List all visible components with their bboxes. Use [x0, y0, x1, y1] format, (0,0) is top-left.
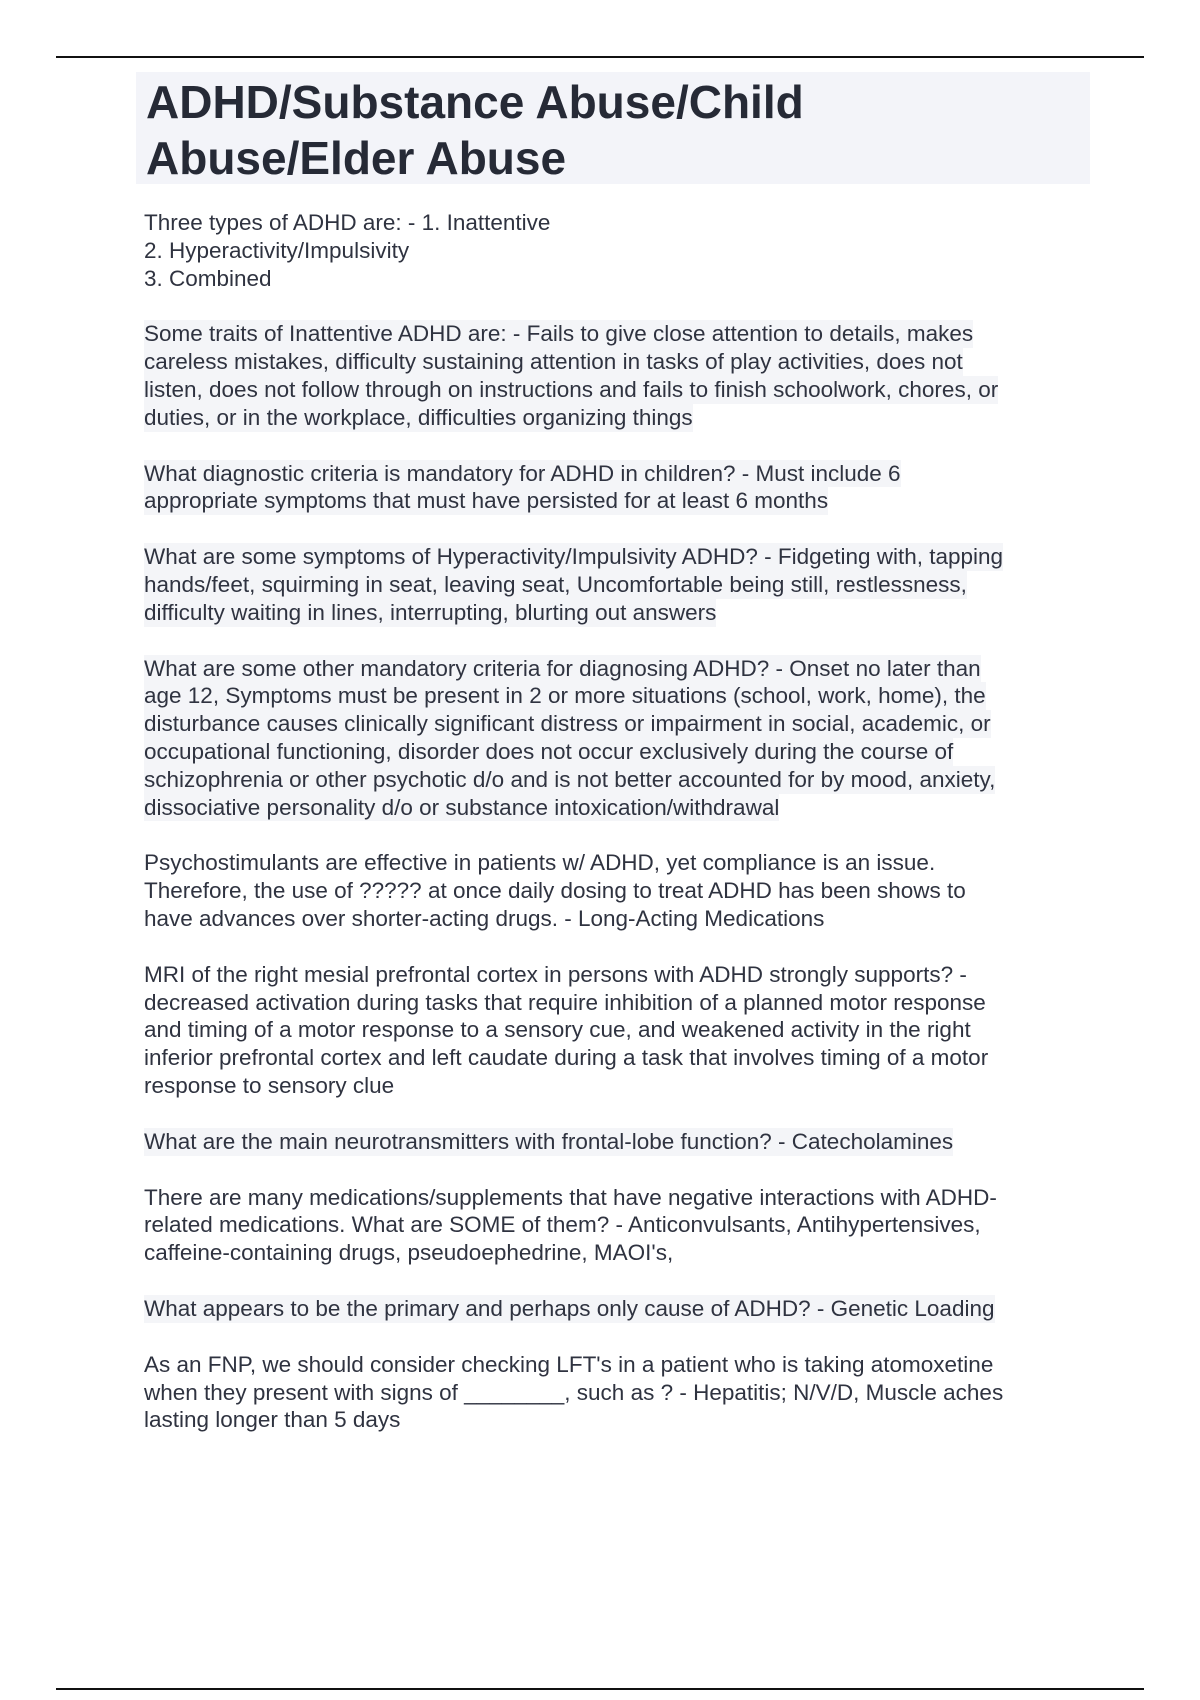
qa-entry-line: inferior prefrontal cortex and left caudate during a task that involves timing of a motor — [144, 1045, 989, 1071]
title-block — [136, 72, 1090, 184]
qa-entry-line: Psychostimulants are effective in patients w/ ADHD, yet compliance is an issue. — [144, 850, 936, 876]
qa-entry-line: careless mistakes, difficulty sustaining attention in tasks of play activities, does not — [144, 349, 963, 375]
qa-entry-line: What diagnostic criteria is mandatory for ADHD in children? - Must include 6 — [144, 460, 901, 486]
qa-entry — [144, 1295, 1084, 1323]
qa-entry-line: Some traits of Inattentive ADHD are: - Fails to give close attention to details, makes — [144, 321, 974, 347]
qa-entry-line: hands/feet, squirming in seat, leaving seat, Uncomfortable being still, restlessness, — [144, 571, 967, 597]
qa-entry — [144, 320, 1084, 431]
qa-entry — [144, 460, 1084, 516]
qa-entry-line: related medications. What are SOME of them? - Anticonvulsants, Antihypertensives, — [144, 1212, 981, 1238]
flashcard-list — [144, 209, 1084, 1462]
page-title-line: ADHD/Substance Abuse/Child — [146, 76, 804, 128]
qa-entry-line: What are some other mandatory criteria for diagnosing ADHD? - Onset no later than — [144, 655, 981, 681]
qa-entry-line: As an FNP, we should consider checking LFT's in a patient who is taking atomoxetine — [144, 1351, 994, 1377]
qa-entry-line: MRI of the right mesial prefrontal cortex in persons with ADHD strongly supports? - — [144, 961, 967, 987]
qa-entry-line: Therefore, the use of ????? at once daily dosing to treat ADHD has been shows to — [144, 878, 966, 904]
qa-entry — [144, 543, 1084, 626]
qa-entry — [144, 961, 1084, 1100]
qa-entry-line: difficulty waiting in lines, interrupting, blurting out answers — [144, 599, 717, 625]
qa-entry-line: What appears to be the primary and perhaps only cause of ADHD? - Genetic Loading — [144, 1295, 995, 1321]
qa-entry-line: lasting longer than 5 days — [144, 1407, 401, 1433]
qa-entry-line: decreased activation during tasks that require inhibition of a planned motor response — [144, 989, 986, 1015]
qa-entry-line: There are many medications/supplements that have negative interactions with ADHD- — [144, 1184, 997, 1210]
bottom-divider — [56, 1688, 1144, 1690]
qa-entry-line: listen, does not follow through on instructions and fails to finish schoolwork, chores, or — [144, 376, 999, 402]
qa-entry-line: 3. Combined — [144, 265, 272, 291]
qa-entry — [144, 849, 1084, 932]
qa-entry-line: appropriate symptoms that must have persisted for at least 6 months — [144, 488, 829, 514]
qa-entry-line: schizophrenia or other psychotic d/o and is not better accounted for by mood, anxiety, — [144, 766, 996, 792]
qa-entry — [144, 209, 1084, 292]
qa-entry-line: What are some symptoms of Hyperactivity/Impulsivity ADHD? - Fidgeting with, tapping — [144, 544, 1004, 570]
qa-entry-line: and timing of a motor response to a sensory cue, and weakened activity in the right — [144, 1017, 971, 1043]
top-divider — [56, 56, 1144, 58]
page-title-line: Abuse/Elder Abuse — [146, 132, 567, 184]
qa-entry-line: when they present with signs of ________, such as ? - Hepatitis; N/V/D, Muscle aches — [144, 1379, 1004, 1405]
qa-entry-line: response to sensory clue — [144, 1072, 395, 1098]
page-title — [146, 74, 1080, 186]
qa-entry-line: dissociative personality d/o or substance intoxication/withdrawal — [144, 794, 780, 820]
qa-entry-line: duties, or in the workplace, difficulties organizing things — [144, 404, 693, 430]
qa-entry — [144, 655, 1084, 822]
qa-entry-line: occupational functioning, disorder does not occur exclusively during the course of — [144, 738, 954, 764]
qa-entry — [144, 1351, 1084, 1434]
qa-entry-line: Three types of ADHD are: - 1. Inattentive — [144, 210, 551, 235]
qa-entry-line: caffeine-containing drugs, pseudoephedrine, MAOI's, — [144, 1240, 674, 1266]
qa-entry-line: What are the main neurotransmitters with frontal-lobe function? - Catecholamines — [144, 1128, 954, 1154]
qa-entry-line: 2. Hyperactivity/Impulsivity — [144, 237, 410, 263]
qa-entry — [144, 1184, 1084, 1267]
qa-entry-line: age 12, Symptoms must be present in 2 or more situations (school, work, home), the — [144, 683, 986, 709]
qa-entry-line: have advances over shorter-acting drugs. - Long-Acting Medications — [144, 905, 825, 931]
qa-entry-line: disturbance causes clinically significant distress or impairment in social, academic, or — [144, 711, 991, 737]
qa-entry — [144, 1128, 1084, 1156]
